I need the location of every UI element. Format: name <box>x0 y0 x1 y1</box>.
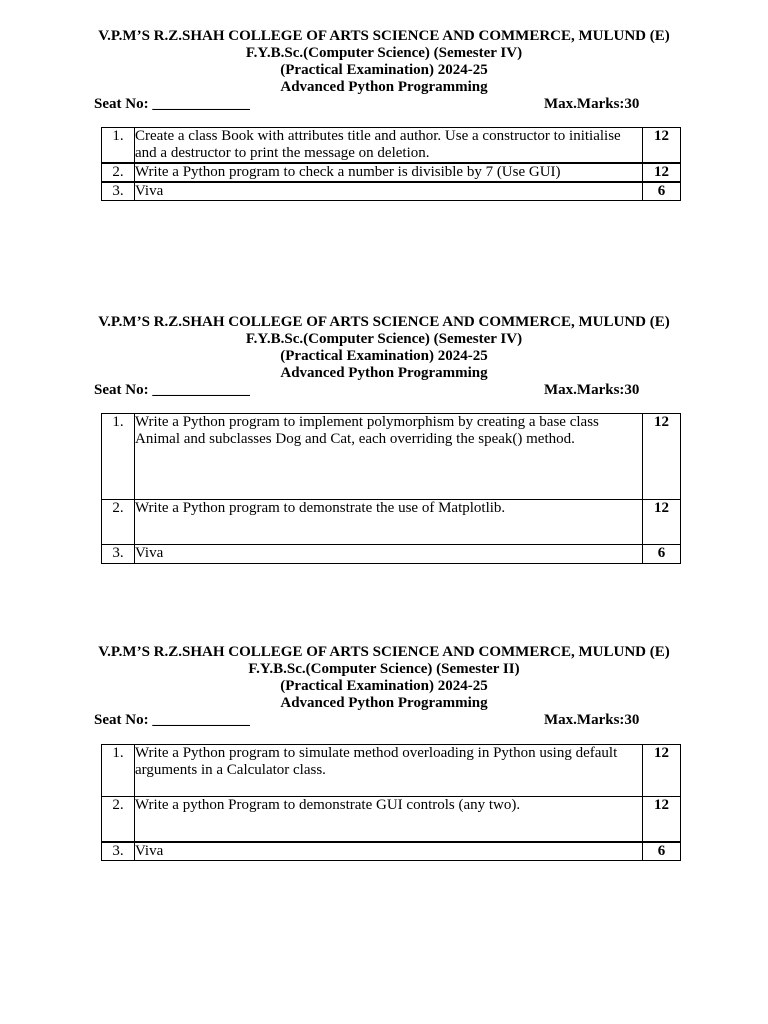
course-name: F.Y.B.Sc.(Computer Science) (Semester IV) <box>245 45 523 61</box>
exam-name: (Practical Examination) 2024-25 <box>280 348 488 364</box>
subject-name: Advanced Python Programming <box>280 365 488 381</box>
table-row <box>102 745 681 797</box>
question-number: 1. <box>102 414 135 500</box>
question-number: 2. <box>102 163 135 182</box>
question-text: Write a Python program to demonstrate the use of Matplotlib. <box>135 500 643 545</box>
question-number: 3. <box>102 182 135 201</box>
table-row <box>102 545 681 564</box>
question-number: 3. <box>102 842 135 861</box>
question-text: Write a python Program to demonstrate GUI controls (any two). <box>135 797 643 842</box>
exam-paper-2 <box>0 314 768 561</box>
seat-number-field: Seat No: _____________ <box>94 382 250 398</box>
table-row <box>102 163 681 182</box>
seat-number-field: Seat No: _____________ <box>94 96 250 112</box>
question-marks: 6 <box>643 182 681 201</box>
question-number: 2. <box>102 797 135 842</box>
question-text: Viva <box>135 545 643 564</box>
table-row <box>102 500 681 545</box>
questions-table <box>101 127 681 201</box>
question-marks: 6 <box>643 842 681 861</box>
table-row <box>102 842 681 861</box>
question-marks: 12 <box>643 745 681 797</box>
question-number: 2. <box>102 500 135 545</box>
college-name: V.P.M’S R.Z.SHAH COLLEGE OF ARTS SCIENCE AND COMMERCE, MULUND (E) <box>98 314 670 330</box>
course-name: F.Y.B.Sc.(Computer Science) (Semester IV) <box>245 331 523 347</box>
seat-number-field: Seat No: _____________ <box>94 712 250 728</box>
question-text: Write a Python program to simulate method overloading in Python using default arguments in a Calculator class. <box>135 745 643 797</box>
question-marks: 12 <box>643 128 681 164</box>
question-text: Write a Python program to implement polymorphism by creating a base class Animal and subclasses Dog and Cat, each overriding the speak() method. <box>135 414 643 500</box>
question-number: 3. <box>102 545 135 564</box>
exam-name: (Practical Examination) 2024-25 <box>280 62 488 78</box>
table-row <box>102 182 681 201</box>
seat-marks-row <box>0 96 768 113</box>
college-name: V.P.M’S R.Z.SHAH COLLEGE OF ARTS SCIENCE AND COMMERCE, MULUND (E) <box>98 644 670 660</box>
table-row <box>102 414 681 500</box>
table-row <box>102 128 681 164</box>
college-name: V.P.M’S R.Z.SHAH COLLEGE OF ARTS SCIENCE AND COMMERCE, MULUND (E) <box>98 28 670 44</box>
question-text: Create a class Book with attributes title and author. Use a constructor to initialise and a destructor to print the message on deletion. <box>135 128 643 164</box>
max-marks: Max.Marks:30 <box>544 96 640 112</box>
seat-marks-row <box>0 712 768 729</box>
max-marks: Max.Marks:30 <box>544 382 640 398</box>
question-text: Viva <box>135 182 643 201</box>
exam-paper-3 <box>0 644 768 859</box>
questions-table <box>101 413 681 564</box>
question-marks: 12 <box>643 500 681 545</box>
questions-table <box>101 744 681 861</box>
question-marks: 12 <box>643 163 681 182</box>
question-number: 1. <box>102 128 135 164</box>
subject-name: Advanced Python Programming <box>280 79 488 95</box>
question-marks: 6 <box>643 545 681 564</box>
subject-name: Advanced Python Programming <box>280 695 488 711</box>
question-marks: 12 <box>643 797 681 842</box>
question-number: 1. <box>102 745 135 797</box>
question-text: Viva <box>135 842 643 861</box>
question-marks: 12 <box>643 414 681 500</box>
course-name: F.Y.B.Sc.(Computer Science) (Semester II) <box>248 661 520 677</box>
exam-name: (Practical Examination) 2024-25 <box>280 678 488 694</box>
exam-paper-1 <box>0 28 768 199</box>
max-marks: Max.Marks:30 <box>544 712 640 728</box>
seat-marks-row <box>0 382 768 399</box>
question-text: Write a Python program to check a number is divisible by 7 (Use GUI) <box>135 163 643 182</box>
table-row <box>102 797 681 842</box>
